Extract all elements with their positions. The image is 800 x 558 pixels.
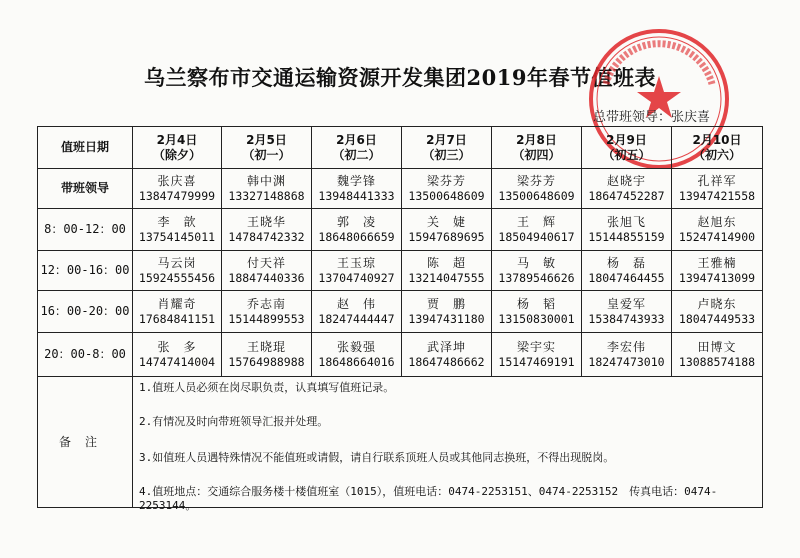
duty-cell: 乔志南 15144899553 <box>222 291 312 333</box>
duty-cell: 付天祥 18847440336 <box>222 251 312 291</box>
duty-date-label: 值班日期 <box>38 127 133 169</box>
duty-cell: 王 辉 18504940617 <box>492 209 582 251</box>
row-label: 20：00-8：00 <box>38 333 133 377</box>
duty-cell: 郭 凌 18648066659 <box>312 209 402 251</box>
day-header: 2月5日 （初一） <box>222 127 312 169</box>
duty-cell: 李 歆 13754145011 <box>133 209 222 251</box>
remarks-cell <box>133 377 763 512</box>
row-label: 16：00-20：00 <box>38 291 133 333</box>
day-header: 2月6日 （初二） <box>312 127 402 169</box>
remarks-label: 备注 <box>38 377 133 508</box>
duty-cell: 张旭飞 15144855159 <box>582 209 672 251</box>
duty-cell: 孔祥军 13947421558 <box>672 169 763 209</box>
day-header: 2月8日 （初四） <box>492 127 582 169</box>
row-label: 带班领导 <box>38 169 133 209</box>
duty-cell: 张毅强 18648664016 <box>312 333 402 377</box>
remark-item: 4.值班地点：交通综合服务楼十楼值班室（1015），值班电话：0474-2253151、0474-2253152 传真电话：0474-2253144。 <box>139 485 718 512</box>
duty-cell: 梁芬芳 13500648609 <box>402 169 492 209</box>
chief-duty-leader: 总带班领导：张庆喜 <box>593 110 711 125</box>
row-label: 12：00-16：00 <box>38 251 133 291</box>
remark-item: 1.值班人员必须在岗尽职负责，认真填写值班记录。 <box>139 381 395 394</box>
duty-cell: 赵旭东 15247414900 <box>672 209 763 251</box>
duty-cell: 肖耀奇 17684841151 <box>133 291 222 333</box>
duty-roster-table <box>37 126 763 512</box>
day-header: 2月7日 （初三） <box>402 127 492 169</box>
remark-item: 3.如值班人员遇特殊情况不能值班或请假，请自行联系顶班人员或其他同志换班，不得出现脱岗。 <box>139 451 615 464</box>
document-title: 乌兰察布市交通运输资源开发集团2019年春节值班表 <box>144 65 656 90</box>
duty-cell: 皇爱军 15384743933 <box>582 291 672 333</box>
day-header: 2月4日 （除夕） <box>133 127 222 169</box>
row-label: 8：00-12：00 <box>38 209 133 251</box>
duty-cell: 关 婕 15947689695 <box>402 209 492 251</box>
duty-cell: 王雅楠 13947413099 <box>672 251 763 291</box>
remark-item: 2.有情况及时向带班领导汇报并处理。 <box>139 415 329 428</box>
duty-cell: 李宏伟 18247473010 <box>582 333 672 377</box>
header-row <box>38 127 763 169</box>
duty-cell: 王晓琨 15764988988 <box>222 333 312 377</box>
table-row <box>38 251 763 291</box>
table-row <box>38 209 763 251</box>
duty-cell: 王玉琼 13704740927 <box>312 251 402 291</box>
day-header: 2月9日 （初五） <box>582 127 672 169</box>
duty-cell: 田博文 13088574188 <box>672 333 763 377</box>
duty-cell: 赵晓宇 18647452287 <box>582 169 672 209</box>
duty-cell: 梁芬芳 13500648609 <box>492 169 582 209</box>
duty-cell: 梁宇实 15147469191 <box>492 333 582 377</box>
duty-cell: 武泽坤 18647486662 <box>402 333 492 377</box>
duty-cell: 贾 鹏 13947431180 <box>402 291 492 333</box>
duty-cell: 马 敏 13789546626 <box>492 251 582 291</box>
duty-cell: 韩中渊 13327148868 <box>222 169 312 209</box>
duty-cell: 陈 超 13214047555 <box>402 251 492 291</box>
duty-cell: 马云岗 15924555456 <box>133 251 222 291</box>
table-row <box>38 333 763 377</box>
duty-cell: 赵 伟 18247444447 <box>312 291 402 333</box>
table-row <box>38 169 763 209</box>
duty-cell: 张庆喜 13847479999 <box>133 169 222 209</box>
remarks-row <box>38 377 763 508</box>
duty-cell: 魏学锋 13948441333 <box>312 169 402 209</box>
table-row <box>38 291 763 333</box>
day-header: 2月10日 （初六） <box>672 127 763 169</box>
duty-cell: 杨 韬 13150830001 <box>492 291 582 333</box>
duty-cell: 卢晓东 18047449533 <box>672 291 763 333</box>
duty-cell: 张 多 14747414004 <box>133 333 222 377</box>
duty-cell: 杨 磊 18047464455 <box>582 251 672 291</box>
duty-cell: 王晓华 14784742332 <box>222 209 312 251</box>
